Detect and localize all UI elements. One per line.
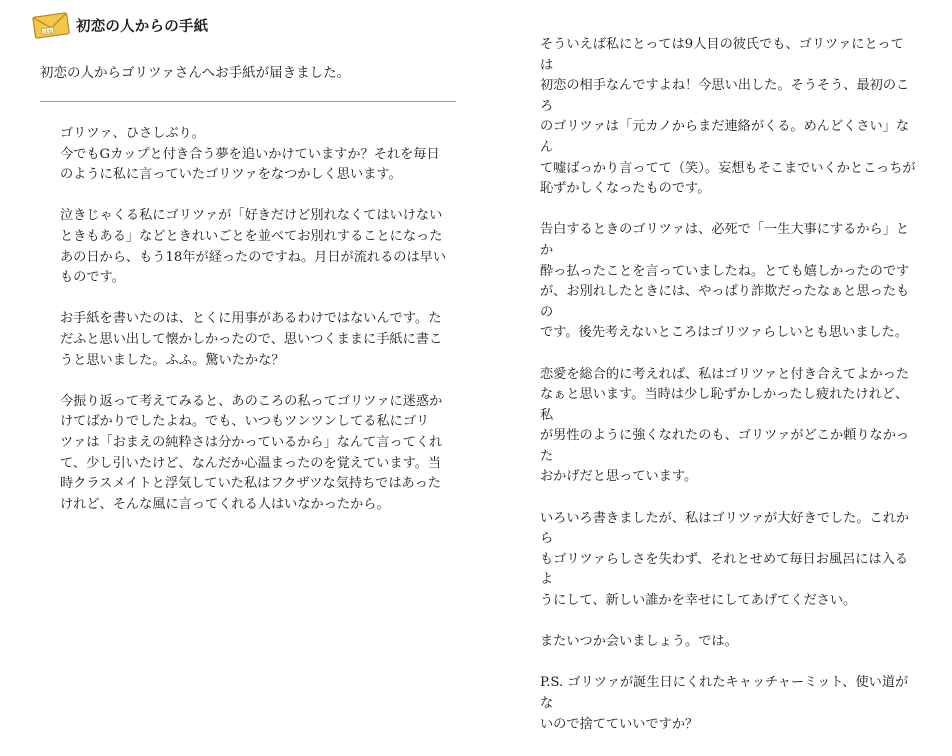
letter-line: P.S. ゴリツァが誕生日にくれたキャッチャーミット、使い道がな xyxy=(540,675,909,711)
letter-paragraph xyxy=(60,206,452,288)
svg-text:ほな: ほな xyxy=(42,29,54,36)
letter-line: 恥ずかしくなったものです。 xyxy=(540,181,711,197)
letter-line: そういえば私にとっては9人目の彼氏でも、ゴリツァにとっては xyxy=(540,37,904,73)
letter-line: 今振り返って考えてみると、あのころの私ってゴリツァに迷惑か xyxy=(60,393,443,409)
letter-line: ツァは「おまえの純粋さは分かっているから」なんて言ってくれ xyxy=(60,434,443,450)
letter-paragraph xyxy=(60,124,452,186)
letter-line: 恋愛を総合的に考えれば、私はゴリツァと付き合えてよかった xyxy=(540,366,910,382)
letter-line: うにして、新しい誰かを幸せにしてあげてください。 xyxy=(540,593,857,609)
letter-line: お手紙を書いたのは、とくに用事があるわけではないんです。た xyxy=(60,311,442,327)
letter-line: ものです。 xyxy=(60,270,125,286)
letter-line: 告白するときのゴリツァは、必死で「一生大事にするから」とか xyxy=(540,222,910,258)
letter-line: あの日から、もう18年が経ったのですね。月日が流れるのは早い xyxy=(60,249,447,265)
letter-line: けてばかりでしたよね。でも、いつもツンツンしてる私にゴリ xyxy=(60,414,430,430)
page-title: 初恋の人からの手紙 xyxy=(76,17,209,35)
letter-line: もゴリツァらしさを失わず、それとせめて毎日お風呂には入るよ xyxy=(540,551,909,588)
letter-paragraph xyxy=(540,509,916,612)
page-header xyxy=(30,8,208,42)
letter-line: またいつか会いましょう。では。 xyxy=(540,634,738,650)
letter-line: 酔っ払ったことを言っていましたね。とても嬉しかったのです xyxy=(540,263,910,279)
letter-line: いろいろ書きましたが、私はゴリツァが大好きでした。これから xyxy=(540,510,910,547)
letter-paragraph xyxy=(540,220,916,344)
letter-line: うと思いました。ふふ。驚いたかな？ xyxy=(60,352,285,368)
letter-line: けれど、そんな風に言ってくれる人はいなかったから。 xyxy=(60,496,390,512)
letter-line: なぁと思います。当時は少し恥ずかしかったし疲れたけれど、私 xyxy=(540,387,909,423)
letter-body-right xyxy=(540,35,916,756)
letter-line: のゴリツァは「元カノからまだ連絡がくる。めんどくさい」なん xyxy=(540,119,910,155)
letter-line: のように私に言っていたゴリツァをなつかしく思います。 xyxy=(60,167,402,183)
letter-line: が、お別れしたときには、やっぱり詐欺だったなぁと思ったもの xyxy=(540,284,910,320)
letter-paragraph xyxy=(60,392,452,516)
intro-text: 初恋の人からゴリツァさんへお手紙が届きました。 xyxy=(40,65,351,81)
letter-paragraph xyxy=(60,309,452,371)
letter-paragraph xyxy=(540,632,916,653)
right-column xyxy=(520,0,952,732)
letter-line: ときもある」などときれいごとを並べてお別れすることになった xyxy=(60,228,443,244)
letter-body-left xyxy=(60,124,452,536)
letter-line: 今でもGカップと付き合う夢を追いかけていますか？それを毎日 xyxy=(60,146,440,162)
letter-paragraph xyxy=(540,35,916,200)
letter-line: 泣きじゃくる私にゴリツァが「好きだけど別れなくてはいけない xyxy=(60,208,443,224)
divider xyxy=(40,101,456,102)
letter-paragraph xyxy=(540,365,916,489)
letter-line: おかげだと思っています。 xyxy=(540,469,698,485)
letter-line: て嘘ばっかり言ってて（笑）。妄想もそこまでいくかとこっちが xyxy=(540,160,916,176)
letter-line: が男性のように強くなれたのも、ゴリツァがどこか頼りなかった xyxy=(540,428,910,464)
letter-line: 初恋の相手なんですよね！今思い出した。そうそう、最初のころ xyxy=(540,78,910,114)
letter-line: いので捨てていいですか？ xyxy=(540,716,699,732)
letter-paragraph xyxy=(540,673,916,735)
letter-line: だふと思い出して懐かしかったので、思いつくままに手紙に書こ xyxy=(60,331,443,347)
letter-line: ゴリツァ、ひさしぶり。 xyxy=(60,126,205,141)
letter-line: 時クラスメイトと浮気していた私はフクザツな気持ちではあった xyxy=(60,476,441,492)
left-column xyxy=(0,0,470,522)
envelope-icon xyxy=(30,10,72,40)
letter-line: て、少し引いたけど、なんだか心温まったのを覚えています。当 xyxy=(60,455,442,471)
letter-line: です。後先考えないところはゴリツァらしいとも思いました。 xyxy=(540,325,909,341)
